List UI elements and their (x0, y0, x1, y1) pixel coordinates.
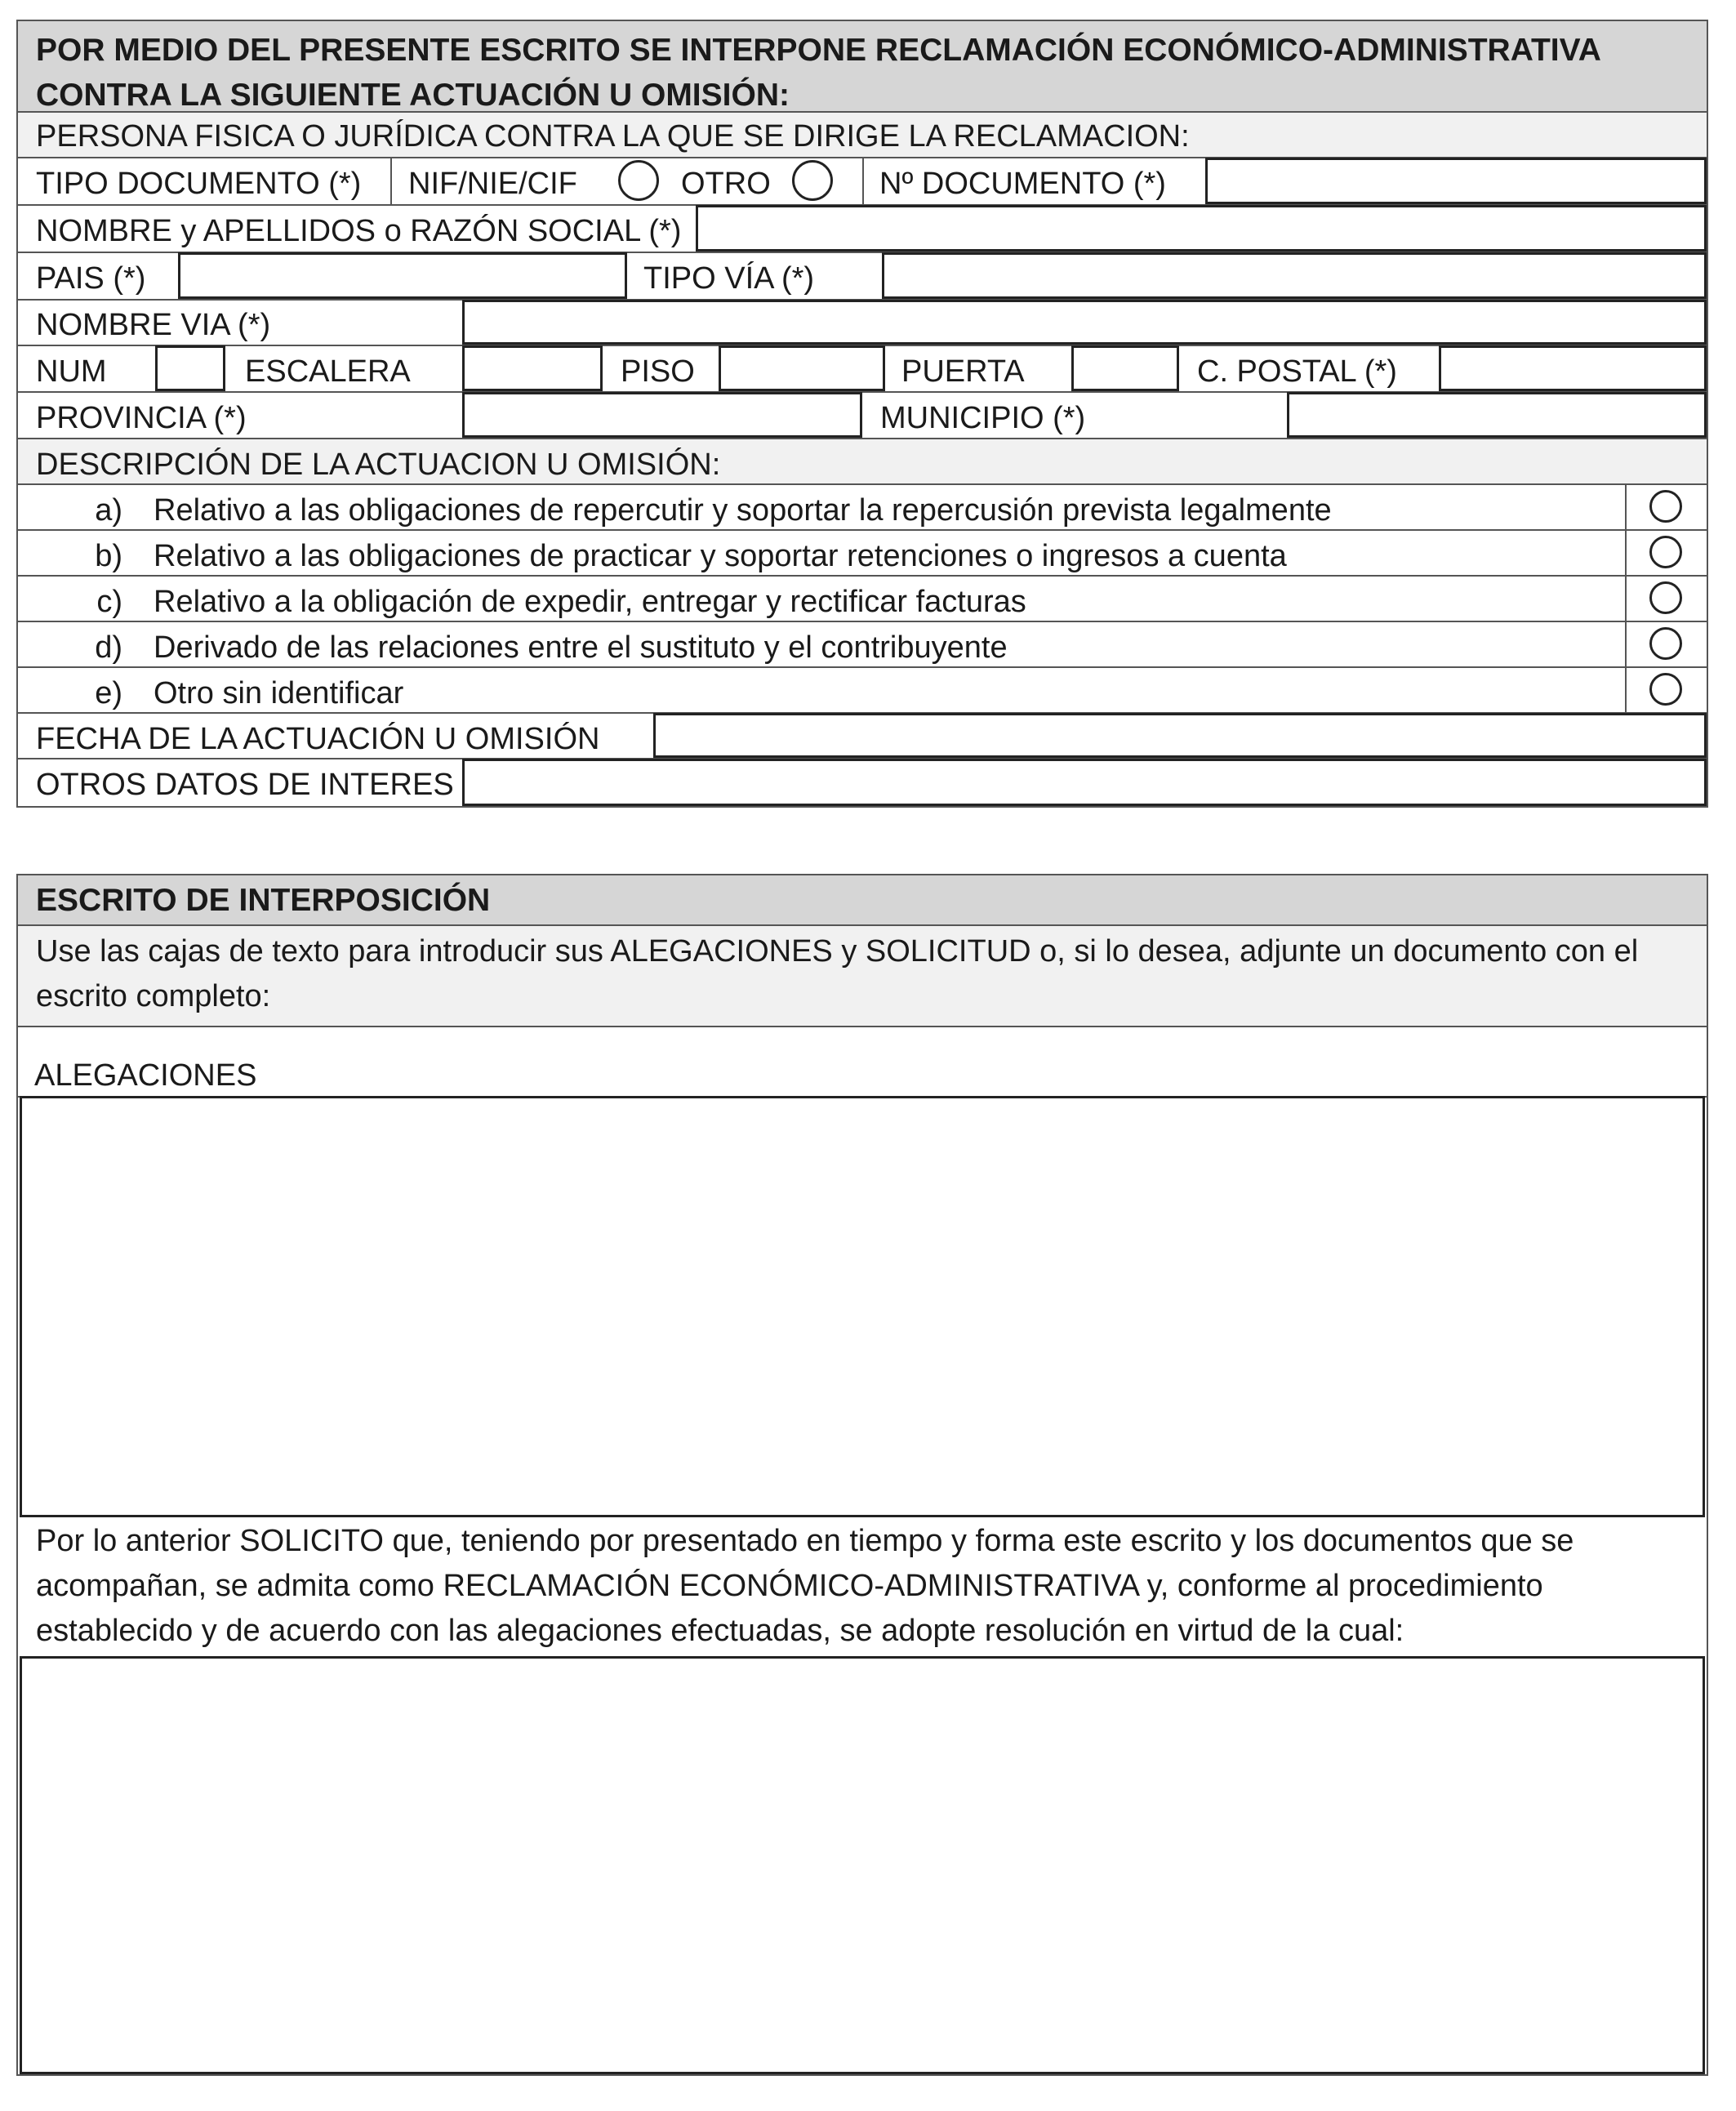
otro-radio[interactable] (792, 160, 833, 201)
provincia-field[interactable] (462, 392, 862, 438)
option-a-radio[interactable] (1649, 490, 1682, 523)
person-title: PERSONA FISICA O JURÍDICA CONTRA LA QUE SE DIRIGE LA RECLAMACION: (36, 119, 1190, 154)
pais-label: PAIS (*) (36, 261, 146, 296)
num-field[interactable] (155, 345, 225, 391)
solicito-text: Por lo anterior SOLICITO que, teniendo por presentado en tiempo y forma este escrito y los documentos que se acompañan, se admita como RECLAMACIÓN ECONÓMICO-ADMINISTRATIVA y, conforme al procedimiento establecido y de acuerdo con las alegaciones efectuadas, se adopte resolución en virtud de la cual: (36, 1524, 1574, 1648)
section-header: ESCRITO DE INTERPOSICIÓN (18, 875, 1707, 926)
option-e-radio[interactable] (1649, 673, 1682, 706)
option-c-letter: c) (96, 585, 122, 619)
option-b-radio[interactable] (1649, 536, 1682, 568)
tipo-via-field[interactable] (882, 252, 1707, 299)
option-a-text: Relativo a las obligaciones de repercutir y soportar la repercusión prevista legalmente (154, 493, 1332, 528)
option-e-text: Otro sin identificar (154, 676, 404, 710)
option-a-letter: a) (95, 493, 122, 528)
solicitud-textarea[interactable] (20, 1656, 1705, 2074)
option-e-letter: e) (95, 676, 122, 710)
nombre-via-field[interactable] (462, 300, 1707, 345)
tipo-documento-label: TIPO DOCUMENTO (*) (36, 167, 362, 201)
fecha-label: FECHA DE LA ACTUACIÓN U OMISIÓN (36, 722, 600, 756)
nombre-via-label: NOMBRE VIA (*) (36, 308, 271, 342)
nif-option-label: NIF/NIE/CIF (408, 167, 577, 201)
option-b-text: Relativo a las obligaciones de practicar y soportar retenciones o ingresos a cuenta (154, 539, 1287, 573)
fecha-field[interactable] (653, 713, 1707, 758)
municipio-label: MUNICIPIO (*) (880, 401, 1086, 435)
alegaciones-label: ALEGACIONES (34, 1058, 257, 1093)
option-c-text: Relativo a la obligación de expedir, entregar y rectificar facturas (154, 585, 1026, 619)
escrito-interposicion-section (16, 874, 1708, 2076)
puerta-label: PUERTA (901, 354, 1025, 389)
cpostal-field[interactable] (1439, 345, 1707, 391)
reclamacion-section (16, 20, 1708, 808)
otro-option-label: OTRO (681, 167, 771, 201)
instruction-text: Use las cajas de texto para introducir sus ALEGACIONES y SOLICITUD o, si lo desea, adjunte un documento con el escrito completo: (18, 926, 1707, 1027)
option-d-text: Derivado de las relaciones entre el sustituto y el contribuyente (154, 630, 1008, 665)
piso-label: PISO (621, 354, 695, 389)
tipo-via-label: TIPO VÍA (*) (643, 261, 815, 296)
escalera-field[interactable] (462, 345, 603, 391)
pais-field[interactable] (178, 252, 627, 299)
nif-radio[interactable] (618, 160, 659, 201)
nombre-razon-label: NOMBRE y APELLIDOS o RAZÓN SOCIAL (*) (36, 214, 682, 248)
num-documento-label: Nº DOCUMENTO (*) (879, 167, 1166, 201)
piso-field[interactable] (719, 345, 885, 391)
option-d-radio[interactable] (1649, 627, 1682, 660)
cpostal-label: C. POSTAL (*) (1197, 354, 1397, 389)
option-b-letter: b) (95, 539, 122, 573)
alegaciones-textarea[interactable] (20, 1096, 1705, 1517)
nombre-razon-field[interactable] (696, 205, 1707, 252)
escalera-label: ESCALERA (245, 354, 411, 389)
provincia-label: PROVINCIA (*) (36, 401, 247, 435)
section-header: POR MEDIO DEL PRESENTE ESCRITO SE INTERPONE RECLAMACIÓN ECONÓMICO-ADMINISTRATIVA CONTRA LA SIGUIENTE ACTUACIÓN U OMISIÓN: (18, 21, 1707, 113)
otros-datos-label: OTROS DATOS DE INTERES (36, 768, 454, 802)
option-c-radio[interactable] (1649, 581, 1682, 614)
descripcion-title: DESCRIPCIÓN DE LA ACTUACION U OMISIÓN: (36, 448, 721, 482)
num-documento-field[interactable] (1205, 158, 1707, 204)
municipio-field[interactable] (1287, 392, 1707, 438)
num-label: NUM (36, 354, 107, 389)
otros-datos-field[interactable] (462, 759, 1707, 806)
option-d-letter: d) (95, 630, 122, 665)
puerta-field[interactable] (1071, 345, 1179, 391)
